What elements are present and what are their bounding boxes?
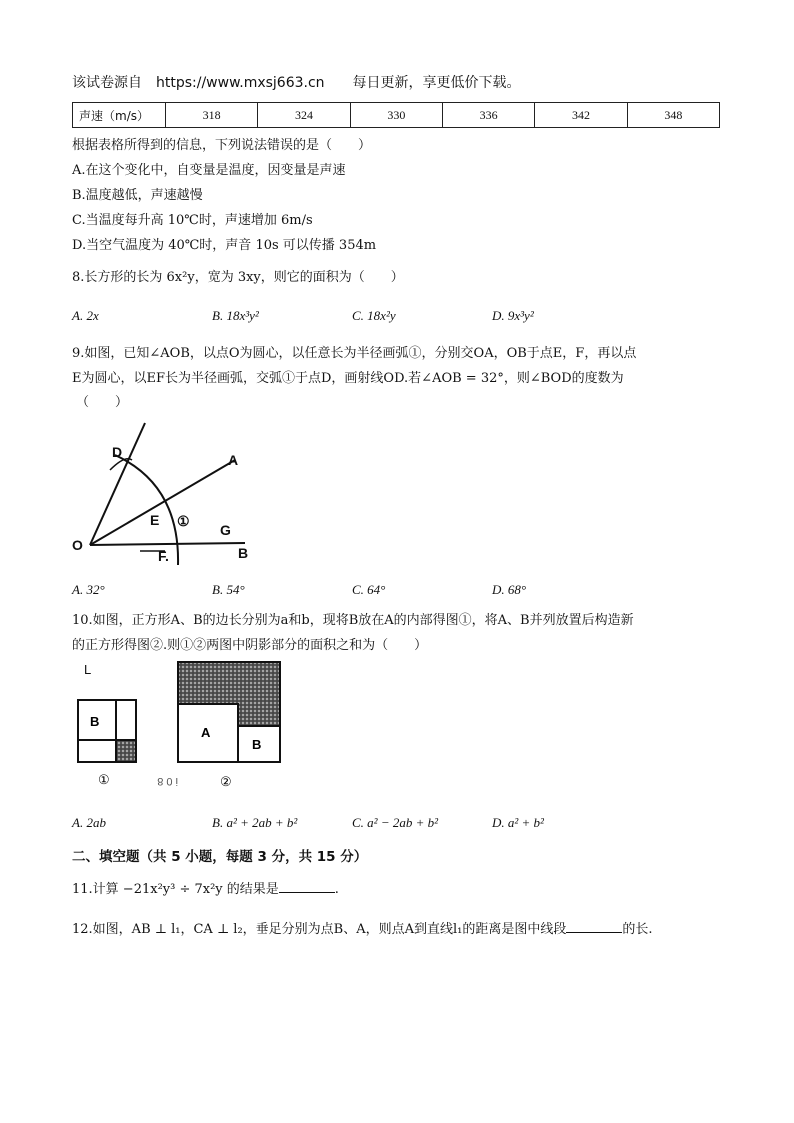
table-cell: 318 (166, 103, 258, 128)
q7-stem: 根据表格所得到的信息，下列说法错误的是（ ） (72, 138, 372, 153)
q10-option-c: C. a² − 2ab + b² (352, 815, 439, 830)
label-d: D (112, 444, 123, 460)
q11-end: . (334, 882, 339, 897)
answer-blank[interactable] (279, 880, 335, 893)
q10-option-b: B. a² + 2ab + b² (212, 815, 298, 830)
label-f: F. (158, 548, 169, 564)
q7-option-c: C.当温度每升高 10℃时，声速增加 6m/s (72, 213, 313, 228)
label-b: B (238, 545, 249, 561)
label-b-fig2: B (252, 737, 262, 752)
q12-end: 的长. (622, 922, 653, 937)
answer-blank[interactable] (566, 920, 622, 933)
label-b-fig1: B (90, 714, 100, 729)
q11-text: 11.计算 −21x²y³ ÷ 7x²y 的结果是 (72, 882, 279, 897)
q9-stem-line1: 9.如图，已知∠AOB，以点O为圆心，以任意长为半径画弧①，分别交OA，OB于点E，F，再以点 (72, 346, 637, 361)
q10-stem-line2: 的正方形得图②.则①②两图中阴影部分的面积之和为（ ） (72, 638, 428, 653)
q12-text: 12.如图，AB ⊥ l₁，CA ⊥ l₂，垂足分别为点B、A，则点A到直线l₁的距离是图中线段 (72, 922, 567, 937)
q7-option-a: A.在这个变化中，自变量是温度，因变量是声速 (72, 163, 346, 178)
ray-od (90, 423, 145, 545)
label-l: L (84, 662, 92, 677)
q9-option-b: B. 54° (212, 582, 245, 597)
table-cell: 336 (442, 103, 534, 128)
angle-construction-figure (70, 415, 260, 570)
squares-figure (70, 658, 290, 793)
table-label-cell: 声速（m/s） (73, 103, 166, 128)
section-heading: 二、填空题（共 5 小题，每题 3 分，共 15 分） (72, 849, 368, 865)
q9-option-d: D. 68° (492, 582, 527, 597)
table-cell: 342 (535, 103, 627, 128)
table-cell: 324 (258, 103, 350, 128)
label-a: A (228, 452, 239, 468)
q7-option-b: B.温度越低，声速越慢 (72, 188, 203, 203)
speed-table (72, 102, 720, 128)
q12 (72, 918, 653, 937)
label-o: O (72, 537, 83, 553)
q8-stem: 8.长方形的长为 6x²y，宽为 3xy，则它的面积为（ ） (72, 270, 404, 285)
scan-noise-text: i 0 8 (157, 775, 178, 787)
q8-option-c: C. 18x²y (352, 308, 396, 323)
table-cell: 330 (350, 103, 442, 128)
q9-stem-line3: （ ） (76, 395, 129, 410)
ray-ob (90, 543, 245, 545)
table-cell: 348 (627, 103, 719, 128)
label-g: G (220, 522, 231, 538)
page-header: 该试卷源自 https://www.mxsj663.cn 每日更新，享更低价下载。 (72, 75, 521, 91)
q11 (72, 878, 339, 897)
q8-option-a: A. 2x (72, 308, 99, 323)
q9-option-a: A. 32° (72, 582, 105, 597)
q7-option-d: D.当空气温度为 40℃时，声音 10s 可以传播 354m (72, 238, 377, 253)
label-e: E (150, 512, 160, 528)
q8-option-d: D. 9x³y² (492, 308, 534, 323)
label-circle-1: ① (177, 513, 190, 529)
q10-option-d: D. a² + b² (492, 815, 544, 830)
figure-1-shaded (117, 741, 135, 761)
q9-stem-line2: E为圆心，以EF长为半径画弧，交弧①于点D，画射线OD.若∠AOB = 32°，则∠BOD的度数为 (72, 371, 624, 386)
label-circle-1-fig: ① (98, 772, 110, 787)
table-row (73, 103, 720, 128)
q10-option-a: A. 2ab (72, 815, 106, 830)
label-circle-2-fig: ② (220, 774, 232, 789)
q8-option-b: B. 18x³y² (212, 308, 259, 323)
q9-option-c: C. 64° (352, 582, 386, 597)
label-a-fig2: A (201, 725, 211, 740)
q10-stem-line1: 10.如图，正方形A、B的边长分别为a和b，现将B放在A的内部得图①，将A、B并列放置后构造新 (72, 613, 634, 628)
ray-oa (90, 460, 235, 545)
